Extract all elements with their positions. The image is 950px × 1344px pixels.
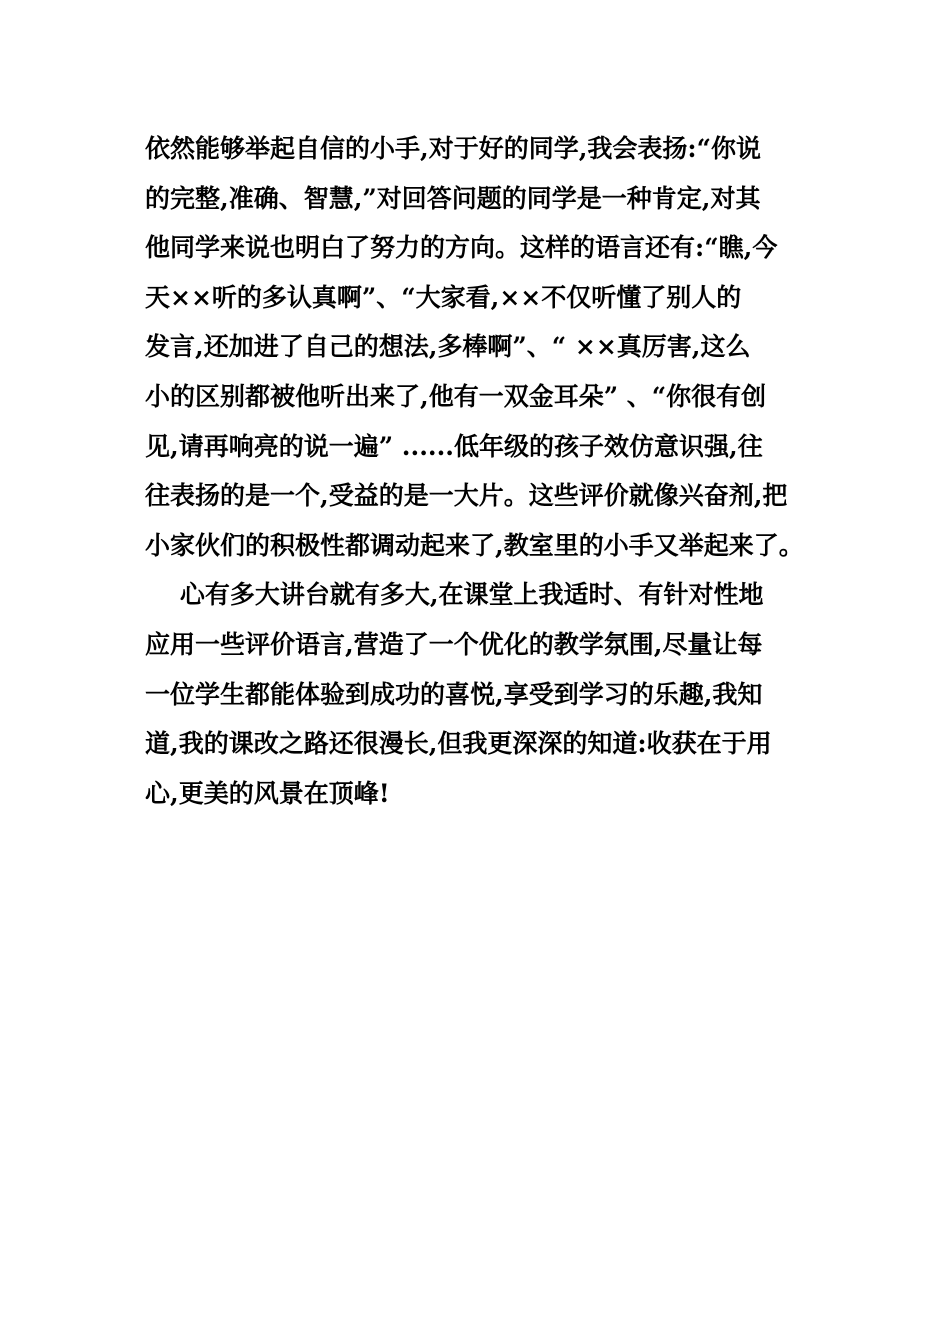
paragraph-1-line-5: 发言,还加进了自己的想法,多棒啊”、“ ××真厉害,这么: [145, 332, 751, 362]
document-body: [145, 124, 815, 818]
paragraph-1-line-2: 的完整,准确、智慧,”对回答问题的同学是一种肯定,对其: [145, 183, 761, 213]
paragraph-1-line-6: 小的区别都被他听出来了,他有一双金耳朵” 、“你很有创: [145, 381, 767, 411]
paragraph-1-line-1: 依然能够举起自信的小手,对于好的同学,我会表扬:“你说: [145, 134, 762, 163]
paragraph-1-line-4: 天××听的多认真啊”、“大家看,××不仅听懂了别人的: [145, 282, 742, 312]
paragraph-2-line-3: 一位学生都能体验到成功的喜悦,享受到学习的乐趣,我知: [145, 679, 763, 709]
paragraph-2-line-5: 心,更美的风景在顶峰!: [145, 778, 390, 808]
paragraph-2-line-1: 心有多大讲台就有多大,在课堂上我适时、有针对性地: [145, 580, 764, 610]
paragraph-1-line-3: 他同学来说也明白了努力的方向。这样的语言还有:“瞧,今: [145, 233, 778, 263]
paragraph-2-line-4: 道,我的课改之路还很漫长,但我更深深的知道:收获在于用: [145, 729, 772, 759]
paragraph-1-line-7: 见,请再响亮的说一遍” ......低年级的孩子效仿意识强,往: [145, 431, 763, 461]
paragraph-2-line-2: 应用一些评价语言,营造了一个优化的教学氛围,尽量让每: [145, 629, 763, 659]
paragraph-1-line-9: 小家伙们的积极性都调动起来了,教室里的小手又举起来了。: [145, 530, 804, 560]
paragraph-1-line-8: 往表扬的是一个,受益的是一大片。这些评价就像兴奋剂,把: [145, 481, 788, 511]
